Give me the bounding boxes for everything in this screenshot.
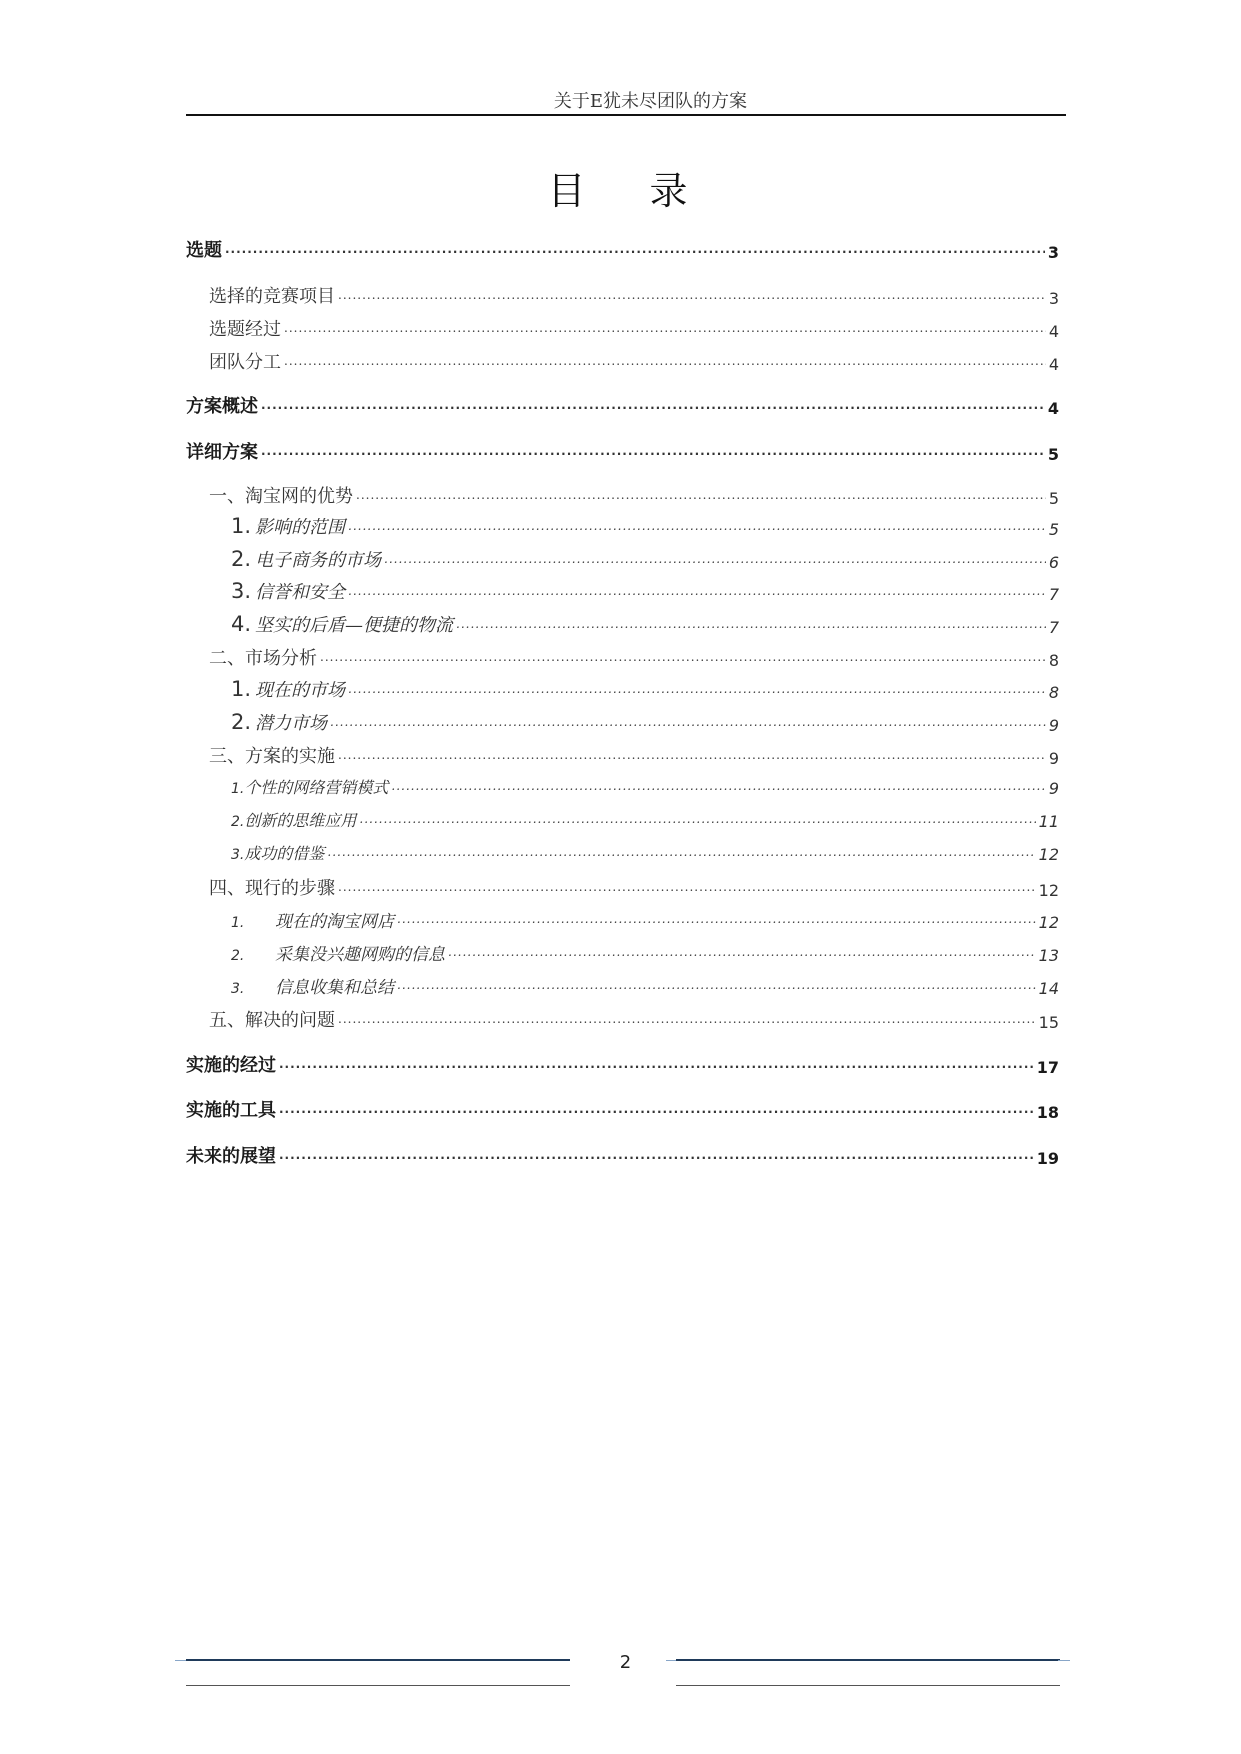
toc-entry[interactable] — [186, 392, 1059, 418]
toc-entry-page: 12 — [1038, 845, 1059, 864]
toc-entry-number: 1. — [231, 677, 252, 701]
dot-leader — [456, 612, 1046, 633]
toc-entry-page: 18 — [1036, 1103, 1059, 1122]
toc-entry[interactable] — [209, 482, 1059, 508]
toc-entry-number: 4. — [231, 612, 252, 636]
toc-entry[interactable] — [231, 676, 1059, 702]
toc-entry-label: 个性的网络营销模式 — [244, 778, 389, 797]
dot-leader — [279, 1143, 1034, 1164]
toc-entry-label: 实施的工具 — [186, 1100, 276, 1121]
dot-leader — [448, 941, 1036, 961]
toc-entry-number: 3. — [231, 847, 245, 863]
toc-entry-page: 6 — [1048, 553, 1059, 572]
footer-rule-accent — [1058, 1660, 1070, 1661]
toc-entry[interactable] — [209, 742, 1059, 768]
toc-entry-label: 坚实的后盾—便捷的物流 — [255, 615, 454, 636]
toc-entry-label: 采集没兴趣网购的信息 — [275, 945, 445, 965]
toc-entry-label: 选择的竞赛项目 — [209, 286, 335, 307]
toc-entry-page: 5 — [1047, 445, 1059, 464]
dot-leader — [356, 483, 1046, 504]
toc-entry-page: 4 — [1047, 399, 1059, 418]
toc-entry-label: 选题 — [186, 240, 222, 261]
dot-leader — [279, 1052, 1034, 1073]
toc-entry-label: 详细方案 — [186, 442, 258, 463]
page-number: 2 — [619, 1652, 632, 1673]
toc-entry-page: 8 — [1048, 651, 1059, 670]
toc-entry-page: 4 — [1048, 355, 1059, 374]
toc-entry-number: 2. — [231, 948, 245, 964]
toc-entry[interactable] — [209, 874, 1059, 900]
toc-entry[interactable] — [186, 1051, 1059, 1077]
dot-leader — [384, 547, 1046, 568]
toc-entry-page: 7 — [1048, 585, 1059, 604]
toc-entry-label: 电子商务的市场 — [255, 550, 382, 571]
dot-leader — [327, 841, 1035, 860]
toc-entry-page: 3 — [1047, 243, 1059, 262]
toc-entry-label: 一、淘宝网的优势 — [209, 486, 353, 507]
toc-entry-page: 15 — [1038, 1013, 1059, 1032]
toc-entry-page: 17 — [1036, 1058, 1059, 1077]
toc-entry-page: 12 — [1038, 881, 1059, 900]
toc-entry-number: 2. — [231, 814, 245, 830]
footer-rule-right — [676, 1659, 1060, 1661]
toc-entry[interactable] — [231, 940, 1059, 965]
toc-entry-number: 2. — [231, 547, 252, 571]
dot-leader — [348, 514, 1046, 535]
toc-entry-label: 现在的淘宝网店 — [275, 912, 394, 932]
header-rule — [186, 114, 1066, 116]
toc-entry-label: 影响的范围 — [255, 517, 346, 538]
dot-leader — [338, 743, 1046, 764]
toc-entry-label: 选题经过 — [209, 319, 281, 340]
toc-entry[interactable] — [231, 775, 1059, 798]
dot-leader — [320, 645, 1046, 666]
running-header: 关于E犹未尽团队的方案 — [553, 91, 748, 112]
dot-leader — [338, 875, 1036, 896]
toc-entry-number: 1. — [231, 781, 245, 797]
toc-entry-page: 12 — [1038, 913, 1059, 932]
toc-entry[interactable] — [209, 1006, 1059, 1032]
toc-entry-number: 1. — [231, 514, 252, 538]
dot-leader — [261, 393, 1045, 414]
toc-entry[interactable] — [231, 841, 1059, 864]
toc-entry[interactable] — [231, 973, 1059, 998]
toc-entry[interactable] — [231, 513, 1059, 539]
toc-entry-page: 14 — [1038, 979, 1059, 998]
toc-entry-number: 2. — [231, 710, 252, 734]
toc-entry-page: 3 — [1048, 289, 1059, 308]
toc-entry-label: 现在的市场 — [255, 680, 346, 701]
toc-entry-label: 信息收集和总结 — [275, 978, 394, 998]
dot-leader — [397, 908, 1036, 928]
toc-entry-page: 8 — [1048, 683, 1059, 702]
dot-leader — [338, 283, 1046, 304]
toc-entry[interactable] — [209, 348, 1059, 374]
toc-entry-label: 五、解决的问题 — [209, 1010, 335, 1031]
dot-leader — [284, 349, 1046, 370]
toc-entry[interactable] — [231, 907, 1059, 932]
toc-entry-number: 1. — [231, 915, 245, 931]
toc-entry-label: 四、现行的步骤 — [209, 878, 335, 899]
toc-entry-label: 三、方案的实施 — [209, 746, 335, 767]
dot-leader — [391, 775, 1045, 794]
toc-entry[interactable] — [231, 611, 1059, 637]
toc-entry[interactable] — [186, 1142, 1059, 1168]
toc-entry-label: 方案概述 — [186, 396, 258, 417]
toc-entry-page: 9 — [1048, 749, 1059, 768]
toc-entry-page: 13 — [1038, 946, 1059, 965]
dot-leader — [261, 439, 1045, 460]
toc-entry-label: 成功的借鉴 — [244, 844, 325, 863]
toc-entry[interactable] — [209, 315, 1059, 341]
toc-entry[interactable] — [231, 808, 1059, 831]
toc-entry-page: 7 — [1048, 618, 1059, 637]
toc-entry-label: 二、市场分析 — [209, 648, 317, 669]
dot-leader — [330, 710, 1046, 731]
dot-leader — [397, 974, 1036, 994]
toc-entry-label: 实施的经过 — [186, 1055, 276, 1076]
toc-entry-page: 9 — [1048, 716, 1059, 735]
toc-entry-page: 5 — [1048, 520, 1059, 539]
toc-entry-page: 5 — [1048, 489, 1059, 508]
toc-entry-label: 信誉和安全 — [255, 582, 346, 603]
toc-entry-number: 3. — [231, 579, 252, 603]
dot-leader — [348, 579, 1046, 600]
toc-entry[interactable] — [186, 1096, 1059, 1122]
dot-leader — [225, 237, 1045, 258]
dot-leader — [279, 1097, 1034, 1118]
toc-entry[interactable] — [186, 236, 1059, 262]
toc-entry-label: 创新的思维应用 — [244, 811, 357, 830]
toc-entry[interactable] — [231, 709, 1059, 735]
footer-rule-right-thin — [676, 1685, 1060, 1686]
dot-leader — [359, 808, 1035, 827]
toc-entry[interactable] — [231, 578, 1059, 604]
toc-entry[interactable] — [231, 546, 1059, 572]
toc-entry[interactable] — [209, 644, 1059, 670]
toc-entry-label: 潜力市场 — [255, 713, 328, 734]
dot-leader — [348, 677, 1046, 698]
footer-rule-left-thin — [186, 1685, 570, 1686]
toc-entry[interactable] — [209, 282, 1059, 308]
toc-entry[interactable] — [186, 438, 1059, 464]
toc-entry-page: 11 — [1038, 812, 1059, 831]
toc-entry-page: 19 — [1036, 1149, 1059, 1168]
toc-entry-label: 团队分工 — [209, 352, 281, 373]
toc-entry-page: 9 — [1048, 779, 1059, 798]
toc-title: 目 录 — [547, 169, 714, 213]
dot-leader — [338, 1007, 1036, 1028]
toc-entry-label: 未来的展望 — [186, 1146, 276, 1167]
toc-entry-page: 4 — [1048, 322, 1059, 341]
toc-entry-number: 3. — [231, 981, 245, 997]
dot-leader — [284, 316, 1046, 337]
